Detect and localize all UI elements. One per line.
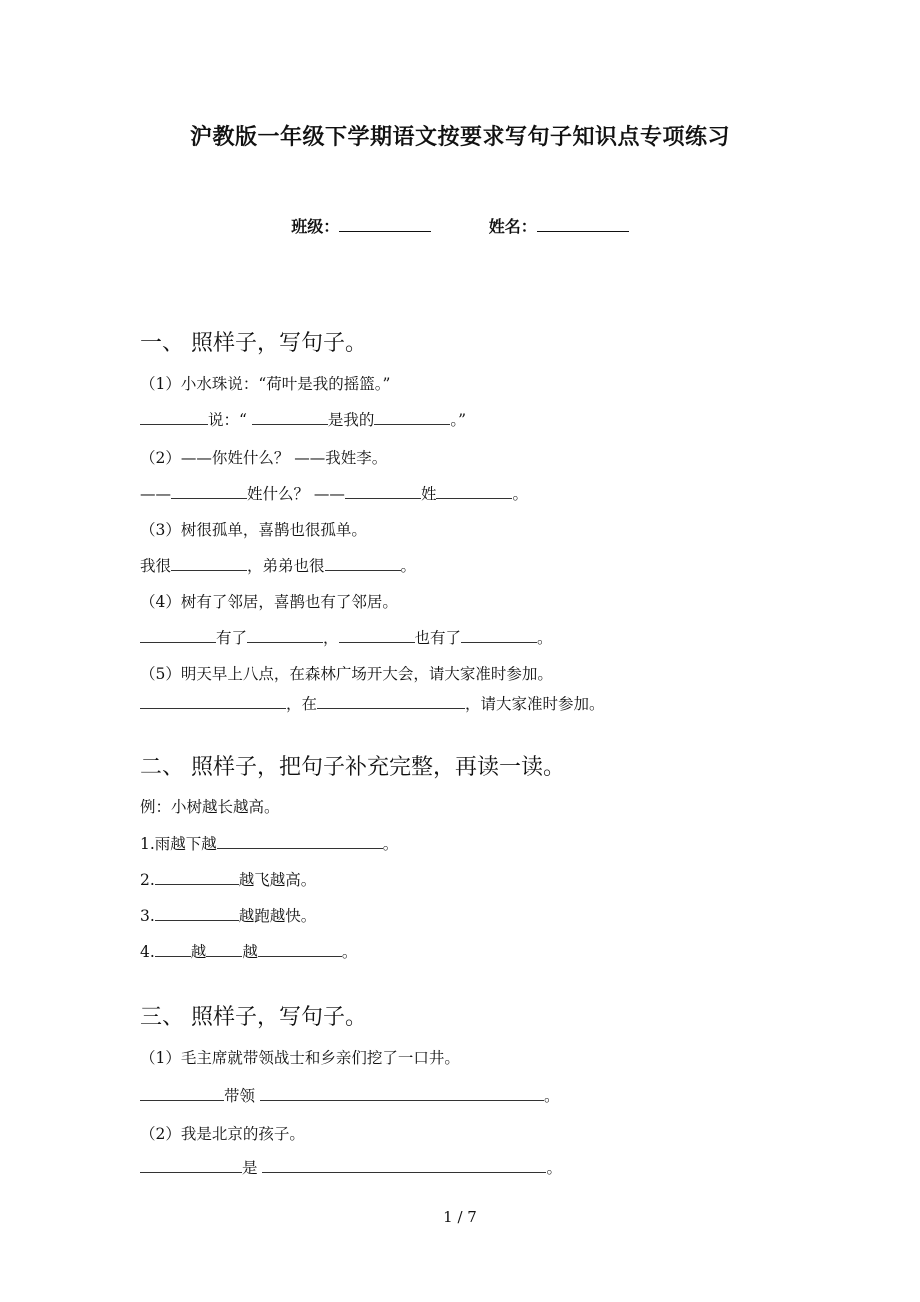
s3-question-1: （1）毛主席就带领战士和乡亲们挖了一口井。: [140, 1049, 460, 1067]
s2-item-2: [140, 868, 316, 890]
text: 1.雨越下越: [140, 835, 217, 853]
s1-answer-3: [140, 554, 416, 576]
text: 是: [242, 1159, 263, 1177]
blank[interactable]: [140, 409, 208, 426]
text: 是我的: [327, 411, 375, 429]
s1-question-4: （4）树有了邻居，喜鹊也有了邻居。: [140, 593, 398, 611]
text: 。: [537, 629, 553, 647]
text: 。: [382, 835, 399, 853]
blank[interactable]: [262, 1157, 546, 1174]
text: 4.: [140, 943, 155, 961]
blank[interactable]: [436, 483, 512, 500]
blank[interactable]: [325, 555, 401, 572]
blank[interactable]: [339, 627, 415, 644]
text: 。: [512, 485, 528, 503]
s1-question-1: （1）小水珠说：“荷叶是我的摇篮。”: [140, 375, 391, 393]
blank[interactable]: [345, 483, 421, 500]
text: 。: [546, 1159, 562, 1177]
blank[interactable]: [171, 483, 247, 500]
section-3-heading: 三、 照样子，写句子。: [140, 1005, 367, 1030]
class-label: 班级：: [291, 217, 340, 236]
text: 。: [543, 1087, 560, 1105]
s2-item-1: [140, 832, 398, 854]
name-field: [489, 214, 629, 237]
text: ，弟弟也很: [247, 557, 325, 575]
s3-answer-1: [140, 1084, 559, 1106]
text: 。: [341, 943, 358, 961]
text: 2.: [140, 871, 155, 889]
text: ，请大家准时参加。: [465, 695, 605, 713]
blank[interactable]: [247, 627, 323, 644]
student-info: [0, 214, 920, 237]
blank[interactable]: [461, 627, 537, 644]
name-blank[interactable]: [537, 215, 629, 232]
blank[interactable]: [258, 941, 342, 958]
page-number: 1 / 7: [443, 1208, 477, 1226]
text: 越跑越快。: [238, 907, 317, 925]
class-field: [291, 214, 431, 237]
class-blank[interactable]: [339, 215, 431, 232]
s2-item-4: [140, 940, 357, 962]
text: ，在: [286, 695, 318, 713]
blank[interactable]: [171, 555, 247, 572]
text: 越飞越高。: [238, 871, 317, 889]
s1-answer-1: [140, 408, 466, 430]
blank[interactable]: [317, 693, 465, 710]
blank[interactable]: [155, 905, 239, 922]
s1-question-2: （2）——你姓什么？ ——我姓李。: [140, 449, 388, 467]
s3-question-2: （2）我是北京的孩子。: [140, 1125, 305, 1143]
blank[interactable]: [374, 409, 450, 426]
s3-answer-2: [140, 1156, 562, 1178]
s1-question-3: （3）树很孤单，喜鹊也很孤单。: [140, 521, 367, 539]
blank[interactable]: [252, 409, 328, 426]
text: 说：“: [208, 411, 252, 429]
text: 带领: [224, 1087, 260, 1105]
text: 3.: [140, 907, 155, 925]
s2-item-3: [140, 904, 316, 926]
page-title: 沪教版一年级下学期语文按要求写句子知识点专项练习: [189, 124, 730, 150]
s1-answer-2: [140, 482, 528, 504]
name-label: 姓名：: [488, 217, 537, 236]
text: 。”: [450, 411, 467, 429]
text: 。: [400, 557, 417, 575]
blank[interactable]: [140, 693, 286, 710]
blank[interactable]: [140, 627, 216, 644]
blank[interactable]: [140, 1085, 224, 1102]
blank[interactable]: [140, 1157, 242, 1174]
section-1-heading: 一、 照样子，写句子。: [140, 331, 367, 356]
blank[interactable]: [155, 869, 239, 886]
blank[interactable]: [206, 941, 242, 958]
blank[interactable]: [260, 1085, 544, 1102]
s2-example: 例：小树越长越高。: [140, 798, 280, 816]
text: 越: [242, 943, 258, 961]
text: 也有了: [414, 629, 462, 647]
text: 有了: [216, 629, 248, 647]
text: 越: [190, 943, 207, 961]
text: ——: [140, 485, 171, 503]
text: 姓什么？ ——: [247, 485, 345, 503]
blank[interactable]: [155, 941, 191, 958]
text: 我很: [140, 557, 172, 575]
blank[interactable]: [217, 833, 383, 850]
s1-answer-4: [140, 626, 553, 648]
section-2-heading: 二、 照样子，把句子补充完整，再读一读。: [140, 755, 565, 780]
s1-answer-5: [140, 692, 605, 714]
text: ，: [323, 629, 339, 647]
text: 姓: [420, 485, 437, 503]
s1-question-5: （5）明天早上八点，在森林广场开大会，请大家准时参加。: [140, 665, 553, 683]
